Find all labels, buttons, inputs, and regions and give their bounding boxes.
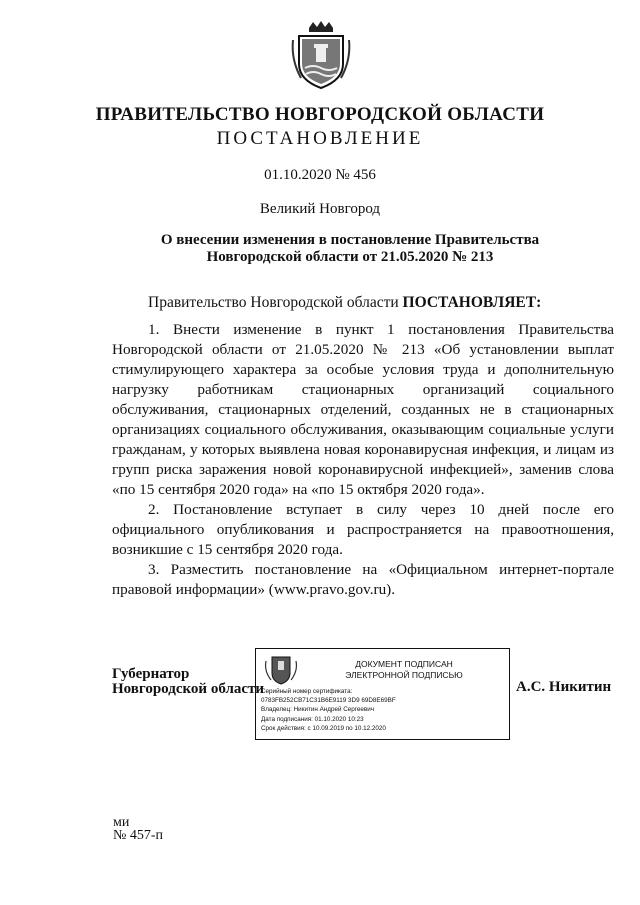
footer-initials: ми [113, 815, 130, 830]
intro-text: Правительство Новгородской области [148, 294, 403, 311]
footer-number: № 457-п [113, 828, 164, 843]
stamp-details [261, 687, 396, 733]
paragraph-1: 1. Внести изменение в пункт 1 постановления Правительства Новгородской области от 21.05.2020 № 213 «Об установлении выплат стимулирующего характера за особые условия труда и дополнительную нагрузку работникам стационарных организаций социального обслуживания, стационарных отделений, созданных не в стационарных организациях социального обслуживания, оказывающим социальные услуги гражданам, у которых выявлена новая коронавирусная инфекция, и лицам из групп риска заражения новой коронавирусной инфекцией», заменив слова «по 15 сентября 2020 года» на «по 15 октября 2020 года». [112, 321, 614, 498]
stamp-serial-value: 0783FB252CB71C31B6E9119 3D9 69D8E69BF [261, 697, 396, 705]
subject-line: О внесении изменения в постановление Правительства [160, 232, 540, 248]
stamp-title-line: ЭЛЕКТРОННОЙ ПОДПИСЬЮ [345, 670, 463, 680]
stamp-validity: Срок действия: с 10.09.2019 по 10.12.2020 [261, 724, 386, 732]
stamp-emblem-icon [262, 655, 300, 685]
intro-keyword: ПОСТАНОВЛЯЕТ: [402, 294, 542, 311]
signer-position [112, 667, 264, 697]
resolution-body [112, 320, 614, 600]
resolution-intro [148, 294, 541, 312]
document-city: Великий Новгород [259, 201, 381, 217]
organization-title: ПРАВИТЕЛЬСТВО НОВГОРОДСКОЙ ОБЛАСТИ [95, 104, 545, 125]
paragraph-2: 2. Постановление вступает в силу через 10 дней после его официального опубликования и распространяется на правоотношения, возникшие с 15 сентября 2020 года. [112, 501, 614, 558]
document-type: ПОСТАНОВЛЕНИЕ [216, 128, 424, 149]
document-subject [150, 232, 550, 266]
stamp-title-line: ДОКУМЕНТ ПОДПИСАН [355, 659, 453, 669]
document-date-number: 01.10.2020 № 456 [264, 167, 376, 183]
stamp-sign-date: Дата подписания: 01.10.2020 10:23 [261, 715, 364, 723]
subject-line: Новгородской области от 21.05.2020 № 213 [206, 249, 494, 265]
signer-position-line: Губернатор [112, 666, 190, 682]
document-footer [113, 816, 163, 842]
paragraph-3: 3. Разместить постановление на «Официальном интернет-портале правовой информации» (www.pravo.gov.ru). [112, 561, 614, 598]
signer-position-line: Новгородской области [112, 681, 265, 697]
electronic-signature-stamp [255, 648, 510, 740]
stamp-serial-label: Серийный номер сертификата: [261, 688, 353, 695]
signer-name: А.С. Никитин [516, 679, 612, 695]
stamp-owner: Владелец: Никитин Андрей Сергеевич [261, 706, 375, 714]
stamp-title [304, 659, 504, 681]
coat-of-arms-icon [291, 20, 351, 90]
